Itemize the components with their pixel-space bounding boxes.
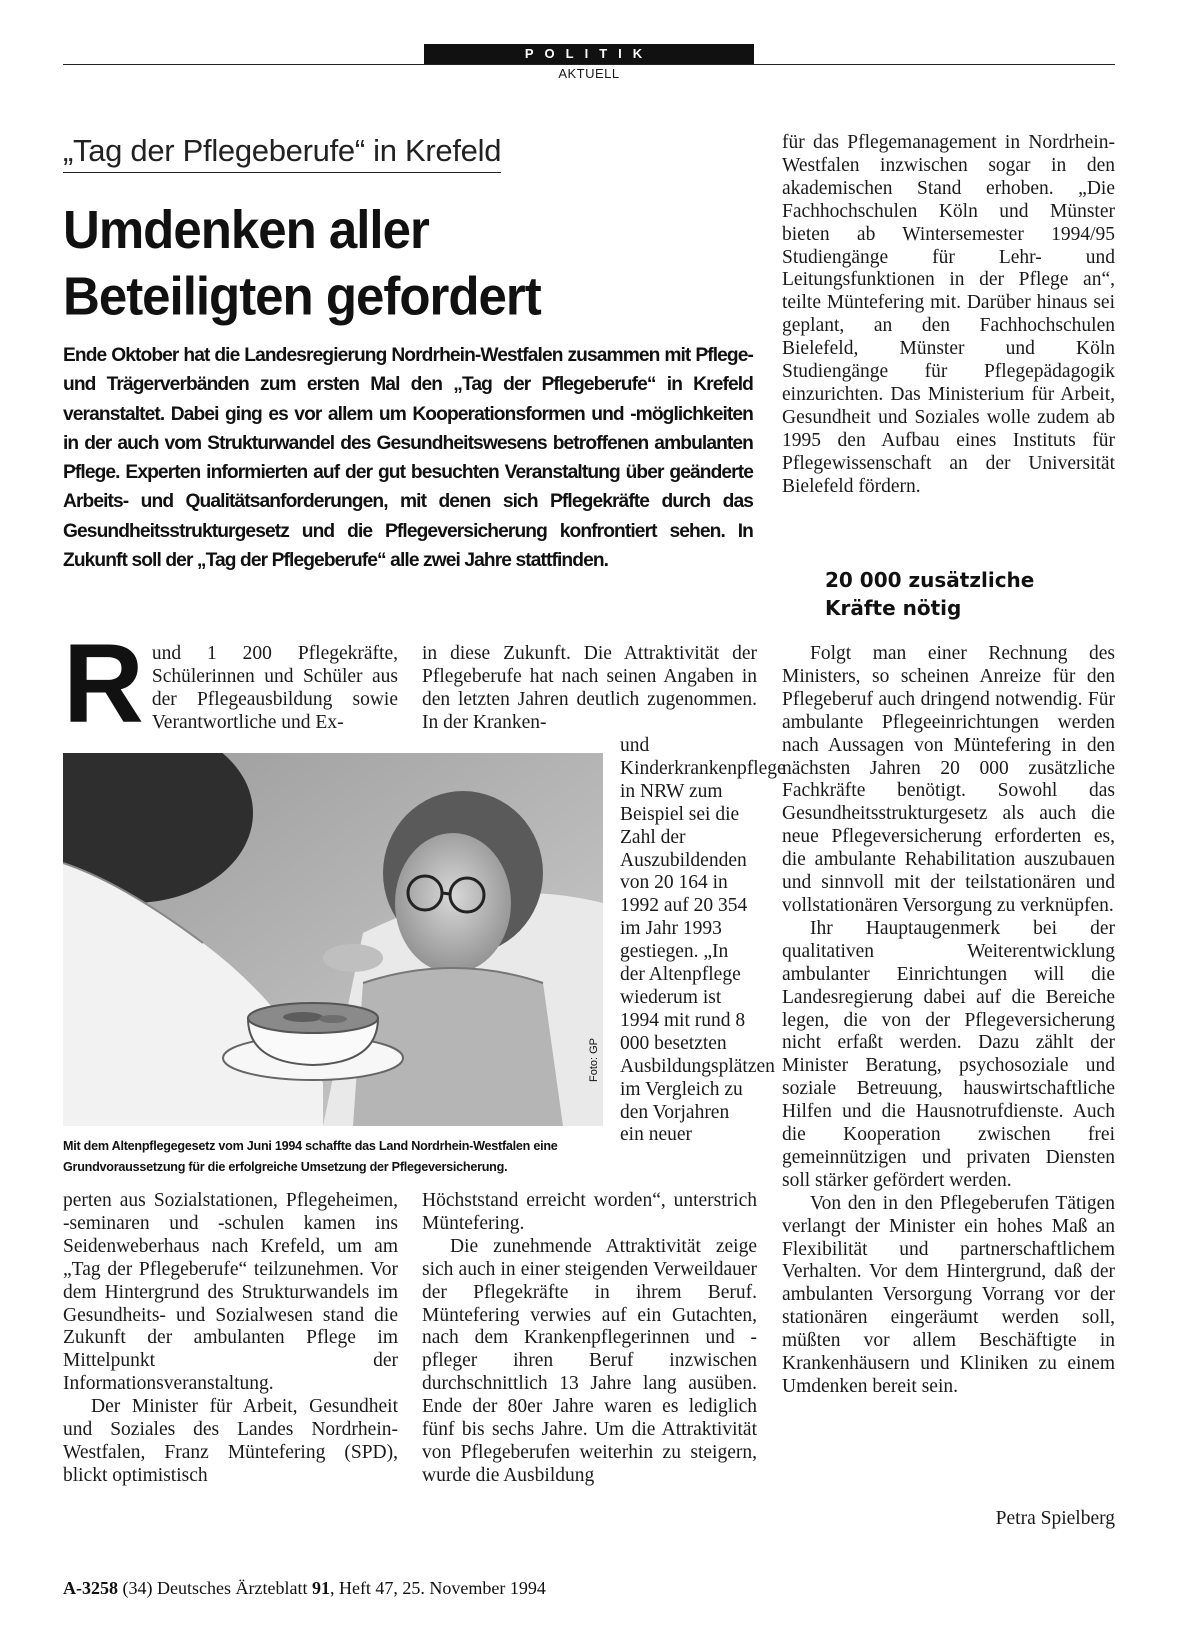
article-photo bbox=[63, 753, 603, 1126]
column-middle-bottom bbox=[422, 1190, 757, 1488]
headline-line-2: Beteiligten gefordert bbox=[63, 265, 541, 327]
paragraph: Folgt man einer Rechnung des Ministers, so scheinen Anreize für den Pflegeberuf auch dringend notwendig. Für ambulante Pflegeeinrichtungen werden nach Aussagen von Müntefering in den nächsten Jahren 20 000 zusätzliche Fachkräfte benötigt. Sowohl das Gesundheitsstrukturgesetz als auch die neue Pflegeversicherung erforderten es, die ambulante Rehabilitation auszubauen und sinnvoll mit der teilstationären und vollstationären Versorgung zu verknüpfen. bbox=[782, 643, 1115, 916]
subheading-line-2: Kräfte nötig bbox=[825, 596, 962, 620]
paragraph: Die zunehmende Attraktivität zeige sich auch in einer steigenden Verweildauer der Pflegekräfte in ihrem Beruf. Müntefering verwies auf ein Gutachten, nach dem Krankenpflegerinnen und -pfleger ihren Beruf inzwischen durchschnittlich 13 Jahre lang ausüben. Ende der 80er Jahre waren es lediglich fünf bis sechs Jahre. Um die Attraktivität von Pflegeberufen weiterhin zu steigern, wurde die Ausbildung bbox=[422, 1235, 757, 1486]
paragraph: Von den in den Pflegeberufen Tätigen verlangt der Minister ein hohes Maß an Flexibilität und partnerschaftlichem Verhalten. Vor dem Hintergrund, daß der ambulanten Versorgung Vorrang vor der stationären eingeräumt werden soll, müßten vor allem Beschäftigte in Krankenhäusern und Kliniken zu einem Umdenken bereit sein. bbox=[782, 1192, 1115, 1397]
column-middle-narrow bbox=[620, 735, 786, 1147]
page-footer bbox=[63, 1578, 546, 1599]
subheading bbox=[825, 566, 1115, 622]
article-lead: Ende Oktober hat die Landesregierung Nordrhein-Westfalen zusammen mit Pflege- und Trägerverbänden zum ersten Mal den „Tag der Pflegeberufe“ in Krefeld veranstaltet. Dabei ging es vor allem um Kooperationsformen und -möglichkeiten in der auch vom Strukturwandel des Gesundheitswesens betroffenen ambulanten Pflege. Experten informierten auf der gut besuchten Veranstaltung über geänderte Arbeits- und Qualitätsanforderungen, mit denen sich Pflegekräfte durch das Gesundheitsstrukturgesetz und die Pflegeversicherung konfrontiert sehen. In Zukunft soll der „Tag der Pflegeberufe“ alle zwei Jahre stattfinden. bbox=[63, 345, 753, 572]
paragraph: in diese Zukunft. Die Attraktivität der Pflegeberufe hat nach seinen Angaben in den letzten Jahren deutlich zugenommen. In der Kranken- bbox=[422, 643, 757, 733]
drop-cap: R bbox=[63, 621, 144, 746]
section-label: POLITIK bbox=[424, 44, 754, 64]
journal-volume: 91 bbox=[311, 1578, 330, 1598]
column-left-bottom bbox=[63, 1190, 398, 1488]
issue-info: , Heft 47, 25. November 1994 bbox=[329, 1578, 546, 1598]
column-right-top bbox=[782, 132, 1115, 499]
article-headline bbox=[63, 196, 703, 330]
column-right-bottom bbox=[782, 643, 1115, 1399]
header-rule bbox=[63, 64, 1115, 65]
photo-caption: Mit dem Altenpflegegesetz vom Juni 1994 schaffte das Land Nordrhein-Westfalen eine Grundvoraussetzung für die erfolgreiche Umsetzung der Pflegeversicherung. bbox=[63, 1139, 558, 1174]
paragraph: perten aus Sozialstationen, Pflegeheimen, -seminaren und -schulen kamen ins Seidenweberhaus nach Krefeld, um am „Tag der Pflegeberufe“ teilzunehmen. Vor dem Hintergrund des Strukturwandels im Gesundheits- und Sozialwesen stand die Zukunft der ambulanten Pflege im Mittelpunkt der Informationsveranstaltung. bbox=[63, 1190, 398, 1395]
paragraph: Höchststand erreicht worden“, unterstrich Müntefering. bbox=[422, 1190, 757, 1234]
paragraph: Ihr Hauptaugenmerk bei der qualitativen Weiterentwicklung ambulanter Einrichtungen will die Landesregierung dabei auf die Bereiche legen, die von der Pflegeversicherung nicht erfaßt werden. Dazu zählt der Minister Beratung, psychosoziale und soziale Betreuung, hauswirtschaftliche Hilfen und die Hausnotrufdienste. Auch die Kooperation zwischen frei gemeinnützigen und privaten Diensten soll stärker gefördert werden. bbox=[782, 917, 1115, 1191]
photo-credit: Foto: GP bbox=[588, 1037, 600, 1082]
column-left-top bbox=[63, 621, 398, 746]
photo-illustration bbox=[63, 753, 603, 1126]
paragraph: Der Minister für Arbeit, Gesundheit und Soziales des Landes Nordrhein-Westfalen, Franz Müntefering (SPD), blickt optimistisch bbox=[63, 1396, 398, 1486]
page-number: (34) bbox=[122, 1578, 153, 1598]
subheading-line-1: 20 000 zusätzliche bbox=[825, 568, 1035, 592]
author-byline: Petra Spielberg bbox=[995, 1508, 1115, 1529]
paragraph: und 1 200 Pflegekräfte, Schülerinnen und Schüler aus der Pflegeausbildung sowie Verantwortliche und Ex- bbox=[151, 643, 398, 733]
journal-name: Deutsches Ärzteblatt bbox=[157, 1578, 308, 1598]
headline-line-1: Umdenken aller bbox=[63, 199, 429, 260]
subsection-label: AKTUELL bbox=[558, 66, 620, 81]
paragraph: und Kinderkrankenpflege in NRW zum Beispiel sei die Zahl der Auszubildenden von 20 164 in 1992 auf 20 354 im Jahr 1993 gestiegen. „In der Altenpflege wiederum ist 1994 mit rund 8 000 besetzten Ausbildungsplätzen im Vergleich zu den Vorjahren ein neuer bbox=[620, 735, 786, 1146]
column-middle-top bbox=[422, 643, 757, 735]
paragraph: für das Pflegemanagement in Nordrhein-Westfalen inzwischen sogar in den akademischen Stand erhoben. „Die Fachhochschulen Köln und Münster bieten ab Wintersemester 1994/95 Studiengänge für Lehr- und Leitungsfunktionen in der Pflege an“, teilte Müntefering mit. Darüber hinaus sei geplant, an den Fachhochschulen Bielefeld, Münster und Köln Studiengänge für Pflegepädagogik einzurichten. Das Ministerium für Arbeit, Gesundheit und Soziales wolle zudem ab 1995 den Aufbau eines Instituts für Pflegewissenschaft an der Universität Bielefeld fördern. bbox=[782, 132, 1115, 497]
page-code: A-3258 bbox=[63, 1578, 118, 1598]
article-kicker: „Tag der Pflegeberufe“ in Krefeld bbox=[63, 133, 501, 173]
